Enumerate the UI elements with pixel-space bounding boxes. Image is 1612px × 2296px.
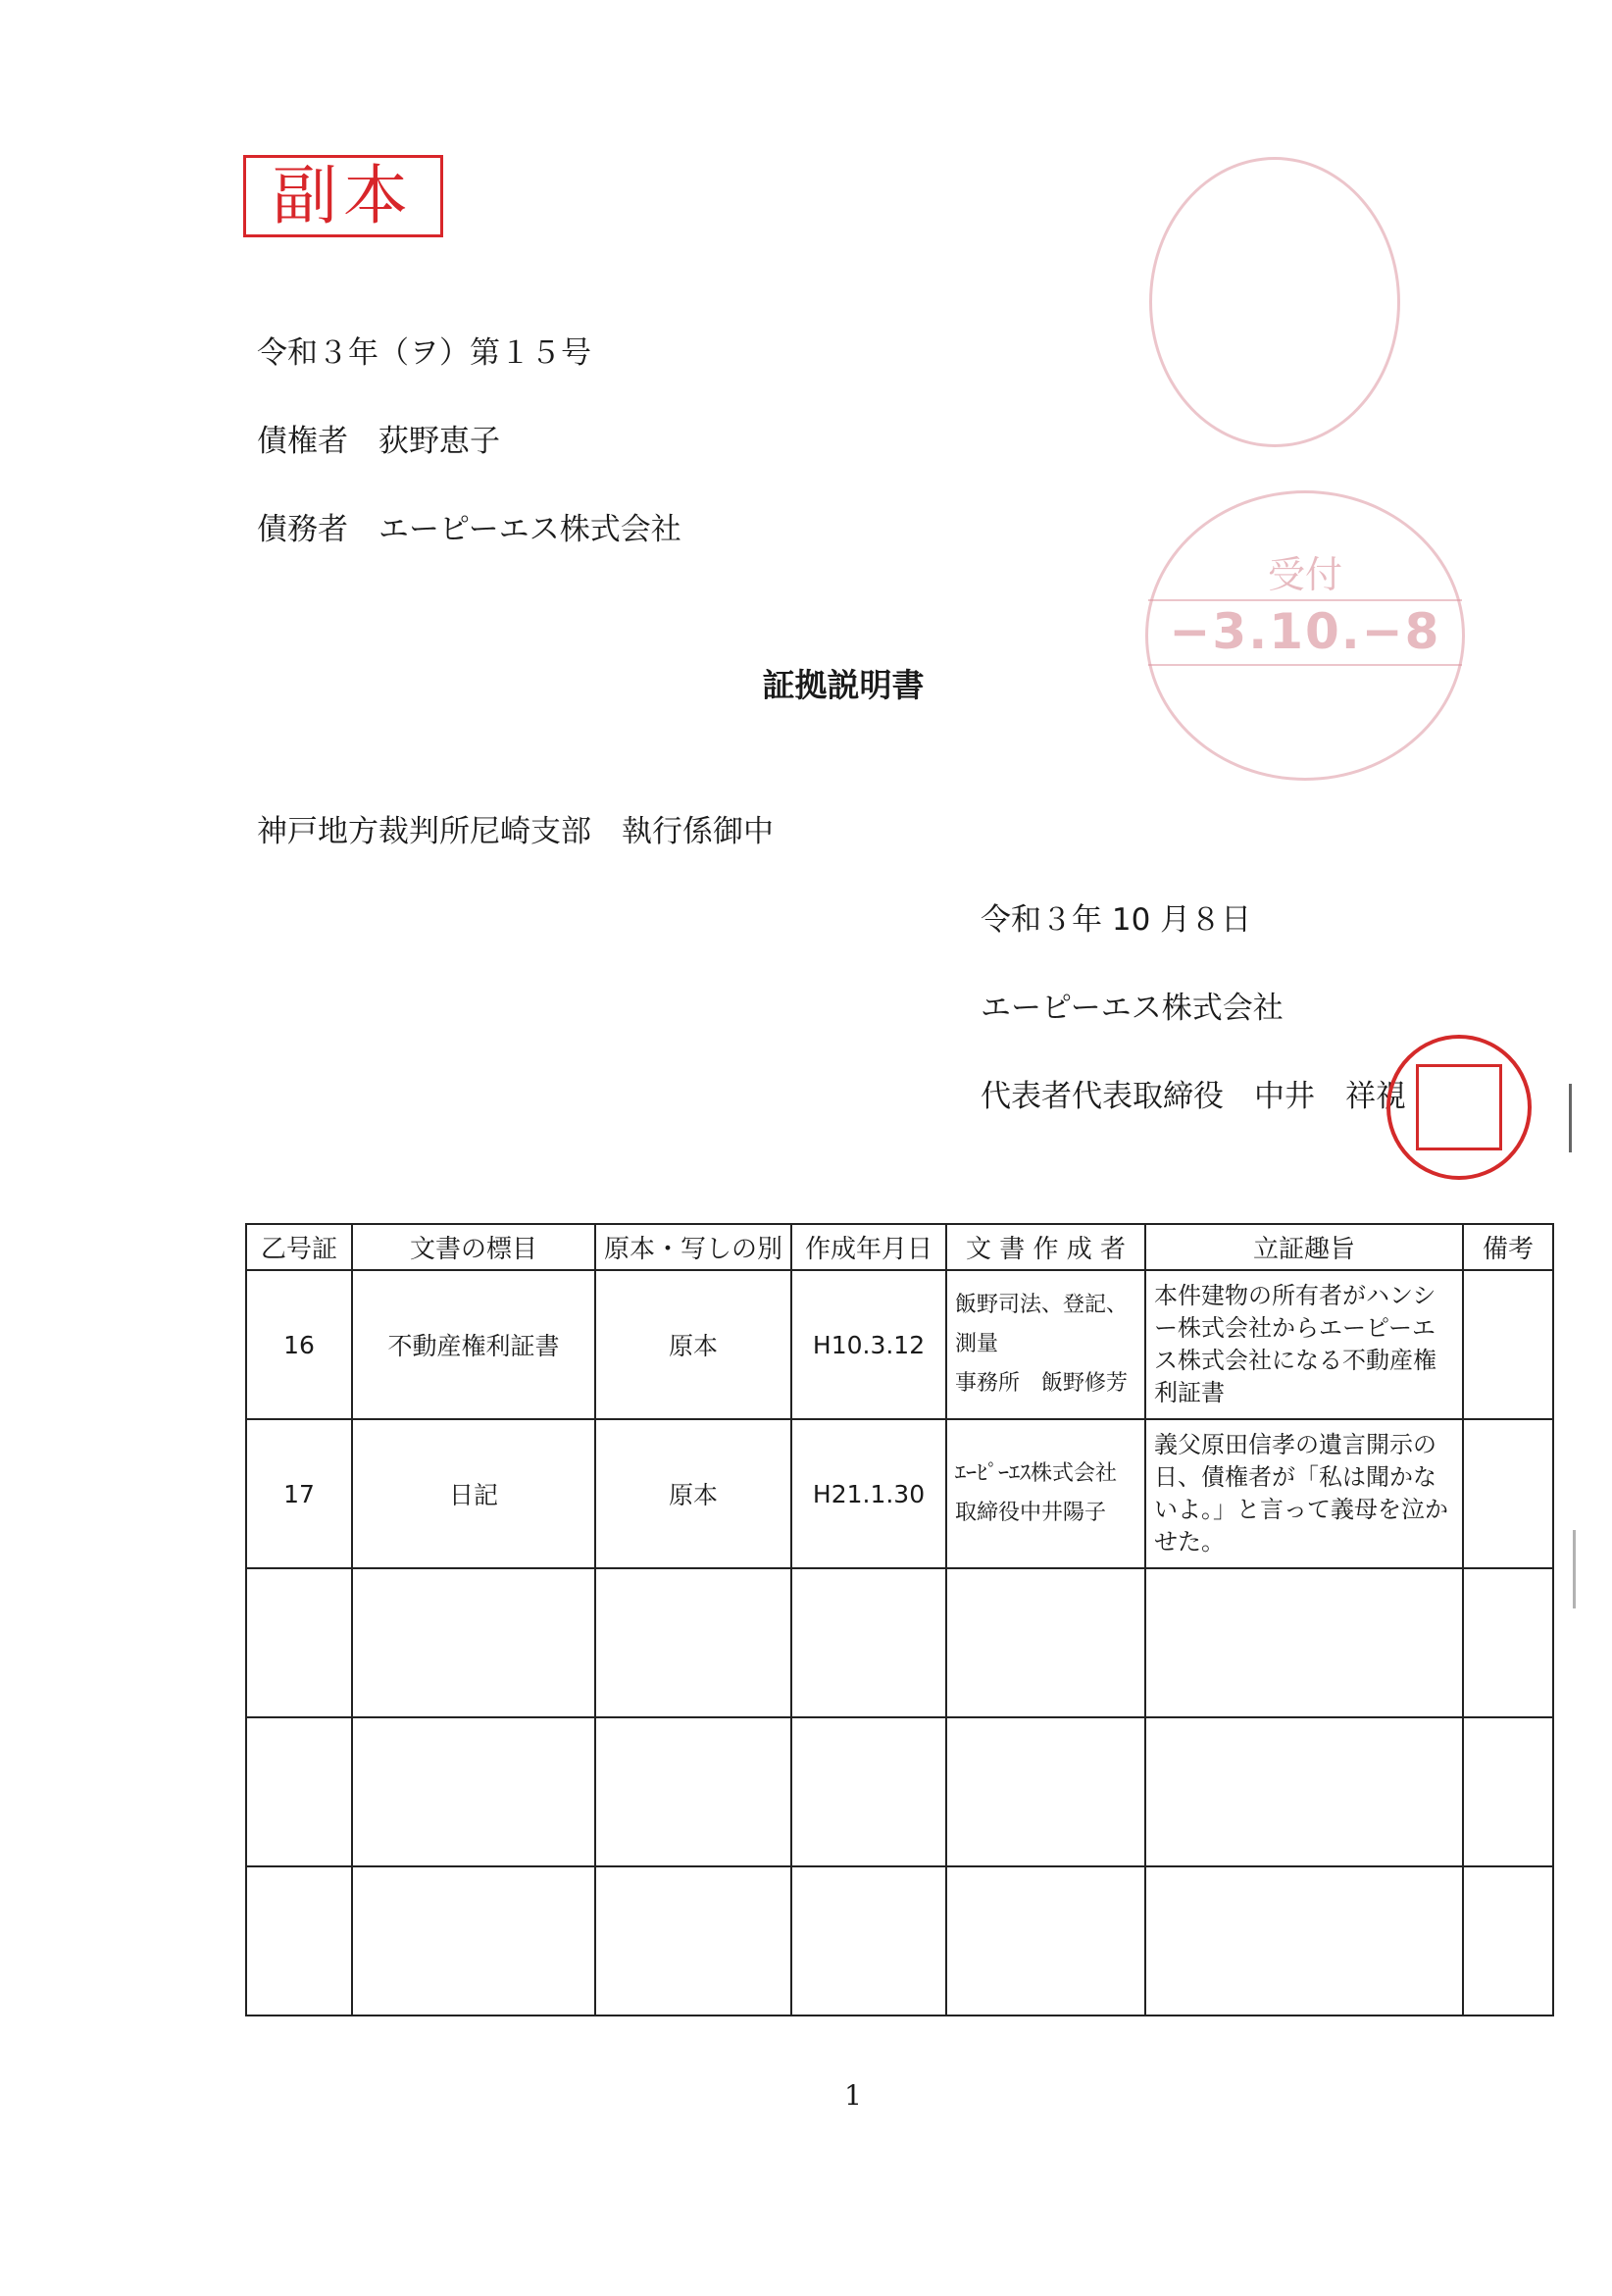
document-title-cell: 日記: [352, 1419, 595, 1568]
empty-cell: [1145, 1717, 1463, 1866]
empty-cell: [1463, 1866, 1553, 2015]
original-cell: 原本: [595, 1270, 791, 1419]
table-row: [246, 1866, 1553, 2015]
note-cell: [1463, 1419, 1553, 1568]
page-number: 1: [844, 2079, 862, 2112]
empty-cell: [595, 1717, 791, 1866]
empty-cell: [246, 1866, 352, 2015]
date-cell: H10.3.12: [791, 1270, 946, 1419]
empty-cell: [246, 1717, 352, 1866]
empty-cell: [352, 1568, 595, 1717]
creditor-line: 債権者 荻野恵子: [257, 424, 500, 459]
header-evidence-no: 乙号証: [246, 1224, 352, 1270]
copy-stamp: 副本: [243, 155, 443, 237]
author-line: 事務所 飯野修芳: [955, 1371, 1129, 1396]
date-cell: H21.1.30: [791, 1419, 946, 1568]
header-creation-date: 作成年月日: [791, 1224, 946, 1270]
table-row: [246, 1717, 1553, 1866]
table-header-row: [246, 1224, 1553, 1270]
company-seal-inner: [1416, 1064, 1502, 1150]
author-line: 取締役中井陽子: [955, 1501, 1107, 1525]
header-author: 文 書 作 成 者: [946, 1224, 1145, 1270]
scan-edge-mark: [1569, 1084, 1572, 1152]
author-cell: [946, 1419, 1145, 1568]
sender-company: エーピーエス株式会社: [981, 991, 1284, 1026]
scan-edge-mark: [1573, 1530, 1576, 1608]
header-notes: 備考: [1463, 1224, 1553, 1270]
evidence-no: 16: [246, 1270, 352, 1419]
author-line: 飯野司法、登記、測量: [955, 1293, 1129, 1356]
empty-cell: [352, 1866, 595, 2015]
note-cell: [1463, 1270, 1553, 1419]
reception-seal: [1145, 490, 1465, 781]
reception-seal-label: 受付: [1267, 553, 1342, 596]
table-row: [246, 1270, 1553, 1419]
empty-cell: [1145, 1866, 1463, 2015]
empty-cell: [1463, 1717, 1553, 1866]
empty-cell: [1463, 1568, 1553, 1717]
empty-cell: [946, 1568, 1145, 1717]
purpose-text: 本件建物の所有者がハンシー株式会社からエーピーエス株式会社になる不動産権利証書: [1154, 1282, 1437, 1406]
document-title-cell: 不動産権利証書: [352, 1270, 595, 1419]
purpose-cell: [1145, 1419, 1463, 1568]
company-seal: [1386, 1035, 1532, 1180]
empty-cell: [352, 1717, 595, 1866]
empty-cell: [1145, 1568, 1463, 1717]
sender-date: 令和３年 10 月８日: [981, 902, 1252, 938]
postmark-seal: [1149, 157, 1400, 447]
reception-seal-date: −3.10.−8: [1169, 603, 1441, 660]
empty-cell: [246, 1568, 352, 1717]
table-row: [246, 1419, 1553, 1568]
empty-cell: [595, 1866, 791, 2015]
header-purpose: 立証趣旨: [1145, 1224, 1463, 1270]
header-original-or-copy: 原本・写しの別: [595, 1224, 791, 1270]
author-cell: [946, 1270, 1145, 1419]
original-cell: 原本: [595, 1419, 791, 1568]
header-document-title: 文書の標目: [352, 1224, 595, 1270]
purpose-cell: [1145, 1270, 1463, 1419]
empty-cell: [595, 1568, 791, 1717]
evidence-table: [245, 1223, 1554, 2016]
empty-cell: [946, 1717, 1145, 1866]
case-number: 令和３年（ヲ）第１５号: [257, 335, 591, 371]
sender-representative: 代表者代表取締役 中井 祥視: [981, 1079, 1406, 1114]
empty-cell: [791, 1717, 946, 1866]
purpose-text: 義父原田信孝の遺言開示の日、債権者が「私は聞かないよ。」と言って義母を泣かせた。: [1154, 1431, 1449, 1556]
evidence-no: 17: [246, 1419, 352, 1568]
recipient-line: 神戸地方裁判所尼崎支部 執行係御中: [257, 814, 774, 849]
empty-cell: [791, 1866, 946, 2015]
empty-cell: [946, 1866, 1145, 2015]
document-title: 証拠説明書: [762, 666, 925, 704]
debtor-line: 債務者 エーピーエス株式会社: [257, 512, 681, 547]
table-row: [246, 1568, 1553, 1717]
author-line: ｴｰﾋﾟｰｴｽ株式会社: [955, 1461, 1118, 1486]
empty-cell: [791, 1568, 946, 1717]
